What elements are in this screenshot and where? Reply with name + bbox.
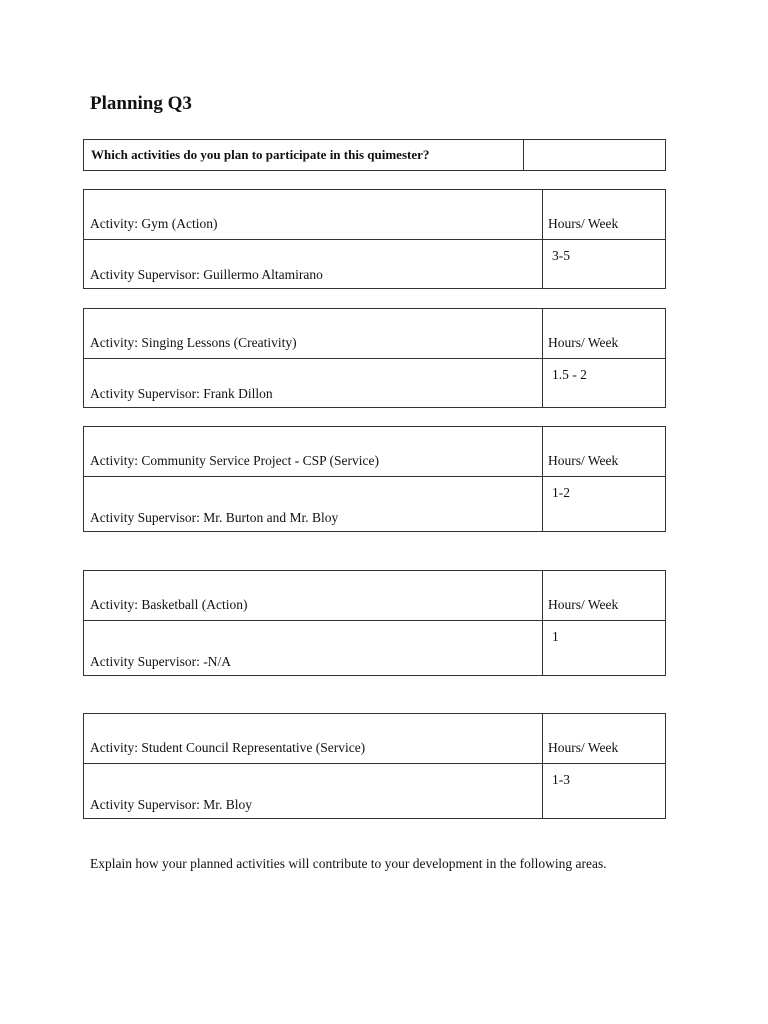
question-table	[83, 139, 666, 171]
hours-label: Hours/ Week	[548, 597, 619, 612]
activity-name: Activity: Singing Lessons (Creativity)	[90, 335, 297, 350]
activity-table-singing	[83, 308, 666, 408]
hours-label: Hours/ Week	[548, 335, 619, 350]
question-text: Which activities do you plan to participate in this quimester?	[84, 140, 524, 170]
hours-label: Hours/ Week	[548, 216, 619, 231]
instructions-text: Explain how your planned activities will contribute to your development in the following areas.	[90, 856, 607, 871]
hours-label: Hours/ Week	[548, 453, 619, 468]
activity-table-gym	[83, 189, 666, 289]
activity-supervisor: Activity Supervisor: Guillermo Altamirano	[90, 267, 323, 282]
activity-name: Activity: Community Service Project - CSP (Service)	[90, 453, 379, 468]
activity-name: Activity: Basketball (Action)	[90, 597, 248, 612]
question-answer-cell[interactable]	[524, 140, 665, 170]
activity-supervisor: Activity Supervisor: -N/A	[90, 654, 231, 669]
activity-supervisor: Activity Supervisor: Mr. Burton and Mr. Bloy	[90, 510, 339, 525]
activity-table-csp	[83, 426, 666, 532]
activity-table-student-council	[83, 713, 666, 819]
activity-supervisor: Activity Supervisor: Mr. Bloy	[90, 797, 252, 812]
hours-value: 1-2	[552, 485, 570, 500]
activity-name: Activity: Gym (Action)	[90, 216, 218, 231]
activity-supervisor: Activity Supervisor: Frank Dillon	[90, 386, 273, 401]
hours-value: 1-3	[552, 772, 570, 787]
hours-value: 1.5 - 2	[552, 367, 587, 382]
hours-label: Hours/ Week	[548, 740, 619, 755]
hours-value: 3-5	[552, 248, 570, 263]
hours-value: 1	[552, 629, 559, 644]
page-title: Planning Q3	[90, 93, 192, 114]
activity-table-basketball	[83, 570, 666, 676]
activity-name: Activity: Student Council Representative (Service)	[90, 740, 366, 755]
